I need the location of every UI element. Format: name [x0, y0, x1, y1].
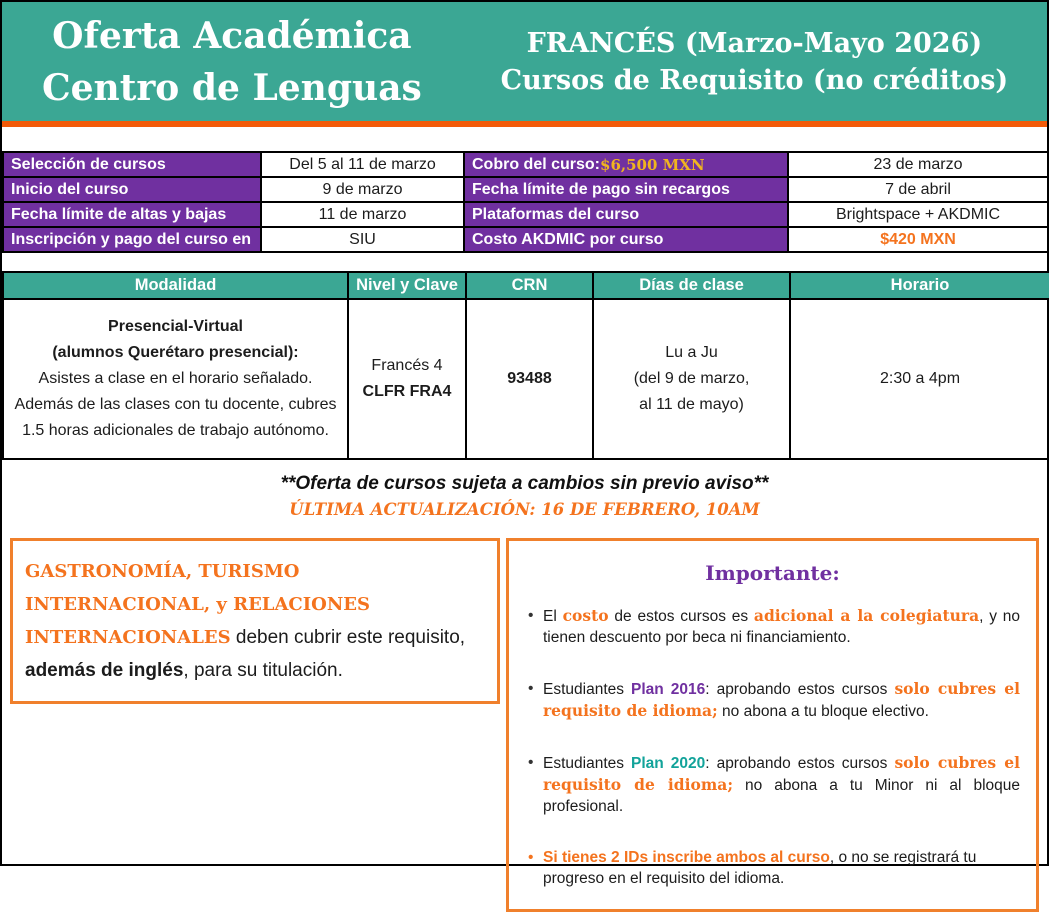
modalidad-title: Presencial-Virtual	[108, 318, 243, 335]
course-cell-modalidad	[4, 300, 349, 460]
text-segment: , o no se registrará tu progreso en el requisito del idioma.	[543, 849, 977, 887]
text-segment: Si tienes 2 IDs inscribe ambos al curso	[543, 849, 830, 866]
text-segment: , para su titulación.	[183, 660, 343, 681]
info-label-text: Cobro del curso:	[472, 155, 601, 173]
info-label-altas-bajas	[4, 203, 262, 228]
dias-line1: Lu a Ju	[665, 344, 718, 361]
info-label-costo-akdmic	[465, 228, 789, 253]
text-segment: Plan 2016	[631, 681, 706, 698]
majors-requirement-text	[25, 555, 485, 687]
info-value-text: 23 de marzo	[873, 155, 963, 173]
info-label-text: Selección de cursos	[11, 155, 166, 173]
majors-requirement-box	[10, 538, 500, 704]
text-segment: no abona a tu bloque electivo.	[717, 703, 929, 720]
info-value-inscripcion	[262, 228, 465, 253]
info-label-pago-sin-recargos	[465, 178, 789, 203]
info-value-costo-akdmic	[789, 228, 1049, 253]
text-segment: deben cubrir este requisito,	[230, 627, 466, 648]
text-segment: no abona a tu Minor ni al bloque profesional.	[543, 777, 1020, 815]
course-cell-crn	[467, 300, 594, 460]
akdmic-cost-highlight: $420 MXN	[880, 230, 956, 248]
course-header-crn: CRN	[467, 273, 594, 300]
text-segment: , y no tienen descuento por beca ni financiamiento.	[543, 608, 1020, 646]
text-segment: de estos cursos es	[608, 608, 754, 625]
nivel-name: Francés 4	[371, 357, 443, 374]
course-header-nivel-clave: Nivel y Clave	[349, 273, 467, 300]
course-cell-nivel-clave	[349, 300, 467, 460]
info-value-cobro	[789, 153, 1049, 178]
text-segment: costo	[562, 606, 609, 625]
bullet-costo	[525, 605, 1020, 648]
text-segment: además de inglés	[25, 660, 184, 681]
important-title: Importante:	[705, 561, 840, 585]
text-segment: Plan 2020	[631, 755, 706, 772]
info-label-inscripcion	[4, 228, 262, 253]
text-segment: Estudiantes	[543, 755, 632, 772]
important-box	[506, 538, 1039, 912]
info-label-text: Plataformas del curso	[472, 205, 640, 223]
header-right-title	[462, 25, 1047, 99]
header-left-title	[2, 10, 462, 114]
header-right-line2: Cursos de Requisito (no créditos)	[500, 64, 1009, 96]
course-fee-highlight: $6,500 MXN	[600, 155, 705, 174]
dias-line3: al 11 de mayo)	[639, 396, 744, 413]
info-label-seleccion	[4, 153, 262, 178]
header-left-line2: Centro de Lenguas	[41, 66, 422, 109]
text-segment: adicional a la colegiatura	[753, 606, 980, 625]
modalidad-subtitle: (alumnos Querétaro presencial):	[52, 344, 299, 361]
bottom-section	[2, 538, 1047, 912]
course-header-dias: Días de clase	[594, 273, 791, 300]
info-label-inicio	[4, 178, 262, 203]
info-value-text: Del 5 al 11 de marzo	[289, 155, 436, 173]
info-label-text: Fecha límite de pago sin recargos	[472, 180, 730, 198]
info-value-text: 9 de marzo	[322, 180, 403, 198]
course-header-horario: Horario	[791, 273, 1049, 300]
horario-value: 2:30 a 4pm	[879, 370, 961, 387]
nivel-clave: CLFR FRA4	[362, 383, 452, 400]
info-value-text: Brightspace + AKDMIC	[835, 205, 1001, 223]
info-value-plataformas	[789, 203, 1049, 228]
info-table	[2, 151, 1049, 253]
course-header-modalidad: Modalidad	[4, 273, 349, 300]
info-value-pago-sin-recargos	[789, 178, 1049, 203]
info-label-text: Inicio del curso	[11, 180, 129, 198]
info-label-text: Fecha límite de altas y bajas	[11, 205, 227, 223]
modalidad-description: Asistes a clase en el horario señalado. Además de las clases con tu docente, cubres 1.5 horas adicionales de trabajo autónomo.	[14, 370, 337, 439]
notice-last-update: ÚLTIMA ACTUALIZACIÓN: 16 DE FEBRERO, 10AM	[289, 500, 760, 519]
header-right-line1: FRANCÉS (Marzo-Mayo 2026)	[526, 27, 983, 59]
orange-divider	[2, 121, 1047, 127]
header-left-line1: Oferta Académica	[52, 14, 412, 57]
text-segment: El	[543, 608, 563, 625]
text-segment: : aprobando estos cursos	[705, 681, 895, 698]
info-value-text: 7 de abril	[885, 180, 951, 198]
bullet-plan-2016	[525, 678, 1020, 722]
text-segment: : aprobando estos cursos	[705, 755, 895, 772]
info-value-altas-bajas	[262, 203, 465, 228]
notice-subject-to-change: **Oferta de cursos sujeta a cambios sin previo aviso**	[280, 473, 769, 494]
info-label-text: Costo AKDMIC por curso	[472, 230, 664, 248]
course-cell-dias	[594, 300, 791, 460]
info-value-text: 11 de marzo	[318, 205, 407, 223]
text-segment: solo cubres el requisito de idioma;	[543, 679, 1020, 720]
course-cell-horario	[791, 300, 1049, 460]
important-bullet-list	[525, 605, 1020, 889]
crn-value: 93488	[507, 370, 552, 387]
info-value-seleccion	[262, 153, 465, 178]
info-label-cobro	[465, 153, 789, 178]
text-segment: Estudiantes	[543, 681, 632, 698]
bullet-plan-2020	[525, 752, 1020, 817]
text-segment: GASTRONOMÍA, TURISMO INTERNACIONAL, y RELACIONES INTERNACIONALES	[25, 561, 371, 648]
info-label-plataformas	[465, 203, 789, 228]
info-value-inicio	[262, 178, 465, 203]
info-value-text: SIU	[349, 230, 376, 248]
course-table	[2, 271, 1049, 460]
dias-line2: (del 9 de marzo,	[633, 370, 750, 387]
text-segment: solo cubres el requisito de idioma;	[543, 753, 1020, 794]
header-banner	[2, 2, 1047, 121]
bullet-dos-ids	[525, 847, 1020, 889]
info-label-text: Inscripción y pago del curso en	[11, 230, 252, 248]
